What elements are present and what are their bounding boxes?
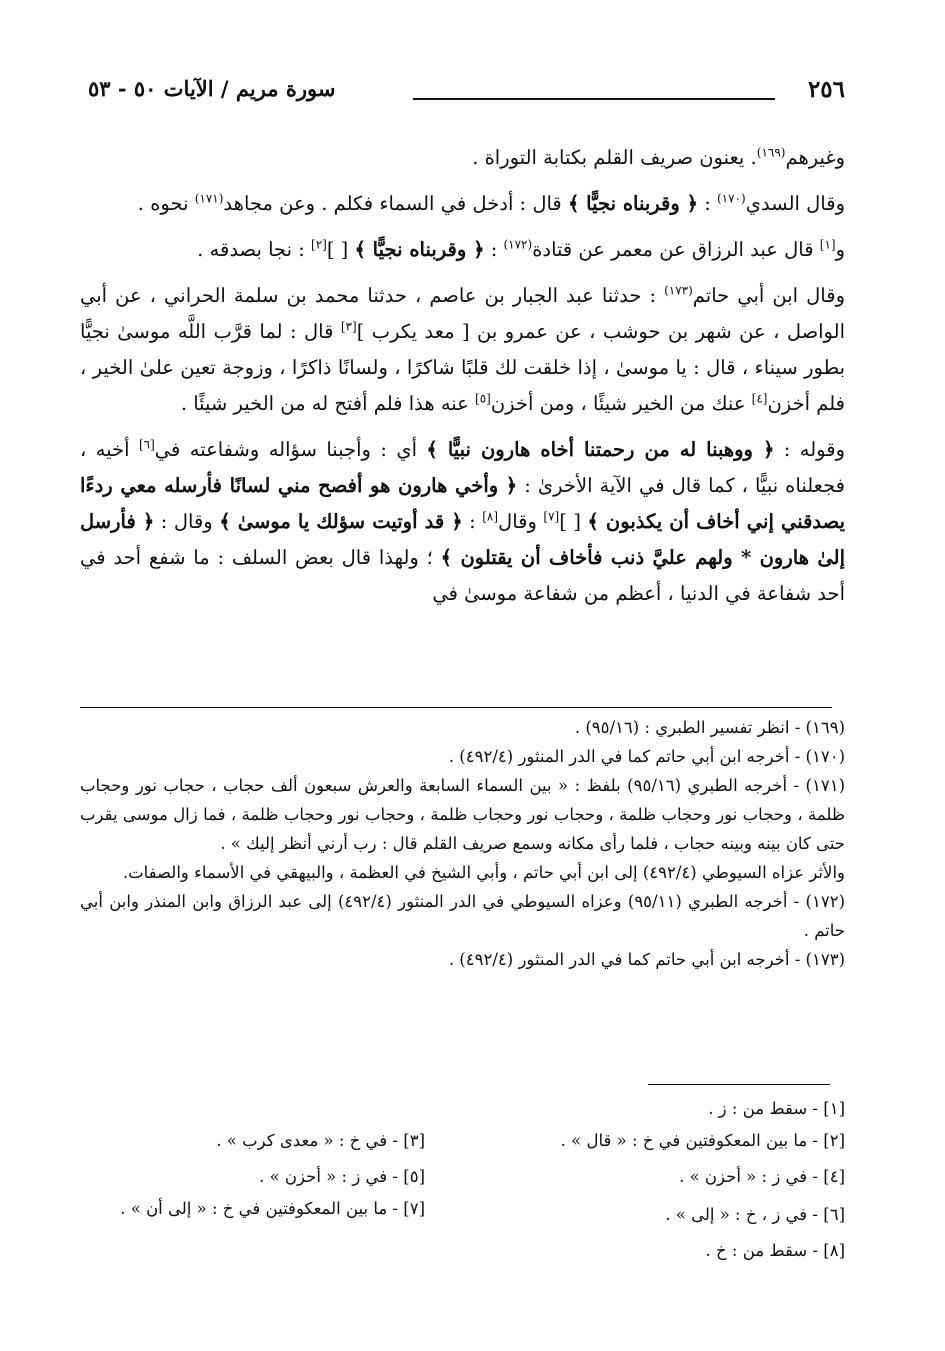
footnote-ref: (١٧٢) <box>503 237 533 252</box>
variant-7: [٧] - ما بين المعكوفتين في خ : « إلى أن » . <box>120 1199 425 1218</box>
paragraph-5 <box>80 432 845 612</box>
footnote-separator <box>80 707 832 708</box>
paragraph-3 <box>80 232 845 268</box>
variant-1: [١] - سقط من : ز . <box>708 1099 845 1118</box>
quran-verse: ﴿ قد أوتيت سؤلك يا موسىٰ ﴾ <box>219 510 463 533</box>
paragraph-2 <box>80 186 845 222</box>
text: : <box>462 510 483 533</box>
variant-ref: [٧] <box>543 509 560 524</box>
variant-2: [٢] - ما بين المعكوفتين في خ : « قال » . <box>560 1131 845 1150</box>
text: [ ] <box>559 510 588 533</box>
footnote-ref: (١٧١) <box>194 191 224 206</box>
footnote-172: (١٧٢) - أخرجه الطبري (٩٥/١١) وعزاه السيوطي في الدر المنثور (٤٩٢/٤) إلى عبد الرزاق وابن المنذر وابن أبي حاتم . <box>80 892 845 940</box>
text: أخيه ، فجعلناه نبيًّا ، كما قال في الآية الأخرىٰ : <box>80 438 845 497</box>
quran-verse: ﴿ وقربناه نجيًّا ﴾ <box>354 238 485 261</box>
footnote-169: (١٦٩) - انظر تفسير الطبري : (٩٥/١٦) . <box>574 718 845 737</box>
page-header <box>88 76 845 110</box>
text: وقال : <box>154 510 220 533</box>
text: قال : أدخل في السماء فكلم . وعن مجاهد <box>223 192 568 215</box>
page-number: ٢٥٦ <box>807 76 845 103</box>
variants-separator <box>648 1084 830 1085</box>
variant-ref: [١] <box>819 237 836 252</box>
variant-ref: [٣] <box>340 319 357 334</box>
text: قال عبد الرزاق عن معمر عن قتادة <box>532 238 820 261</box>
paragraph-1 <box>80 140 845 176</box>
header-rule <box>413 98 775 100</box>
variant-6: [٦] - في ز ، خ : « إلى » . <box>665 1205 845 1224</box>
variant-5: [٥] - في ز : « أحزن » . <box>259 1167 425 1186</box>
text: : حدثنا عبد الجبار بن عاصم ، حدثنا محمد بن سلمة الحراني ، عن أبي الواصل ، عن شهر بن حوشب ، عن عمرو بن [ معد يكرب ] <box>80 284 845 343</box>
quran-verse: ﴿ ووهبنا له من رحمتنا أخاه هارون نبيًّا ﴾ <box>426 438 775 461</box>
quran-verse: ﴿ وأخي هارون هو أفصح مني لسانًا فأرسله معي ردءًا يصدقني إني أخاف أن يكذبون ﴾ <box>80 474 846 533</box>
variant-ref: [٤] <box>751 391 768 406</box>
text: ؛ ولهذا قال بعض السلف : ما شفع أحد في أحد شفاعة في الدنيا ، أعظم من شفاعة موسىٰ في <box>80 546 845 605</box>
footnotes <box>80 713 845 974</box>
text: وغيرهم <box>785 146 845 169</box>
main-text <box>80 140 845 622</box>
text: أي : وأجبنا سؤاله وشفاعته في <box>154 438 427 461</box>
text: [ ] <box>326 238 355 261</box>
quran-verse: ﴿ فأرسل إلىٰ هارون * ولهم عليَّ ذنب فأخاف أن يقتلون ﴾ <box>80 510 845 569</box>
footnote-170: (١٧٠) - أخرجه ابن أبي حاتم كما في الدر المنثور (٤٩٢/٤) . <box>448 747 845 766</box>
paragraph-4 <box>80 278 845 422</box>
footnote-ref: (١٧٠) <box>716 191 746 206</box>
footnote-171: (١٧١) - أخرجه الطبري (٩٥/١٦) بلفظ : « بين السماء السابعة والعرش سبعون ألف حجاب ، حجاب نور وحجاب ظلمة ، وحجاب نور وحجاب ظلمة ، وحجاب نور وحجاب ظلمة ، وحجاب نور وحجاب ظلمة ، فما زال موسى يقرب حتى كان بينه وبينه حجاب ، فلما رأى مكانه وسمع صريف القلم قال : رب أرني أنظر إليك » . <box>80 776 845 853</box>
text: عنك من الخير شيئًا ، ومن أخزن <box>490 392 752 415</box>
variant-4: [٤] - في ز : « أحزن » . <box>679 1167 845 1186</box>
text: عنه هذا فلم أفتح له من الخير شيئًا . <box>180 392 475 415</box>
variant-ref: [٦] <box>138 437 155 452</box>
variant-3: [٣] - في خ : « معدى كرب » . <box>216 1131 425 1150</box>
footnote-171-note: والأثر عزاه السيوطي (٤٩٢/٤) إلى ابن أبي حاتم ، وأبي الشيخ في العظمة ، والبيهقي في الأسماء والصفات. <box>122 863 845 882</box>
text: : <box>484 238 504 261</box>
footnote-ref: (١٦٩) <box>756 145 786 160</box>
manuscript-variants <box>80 1094 845 1274</box>
variant-8: [٨] - سقط من : خ . <box>705 1241 845 1260</box>
text: وقال <box>498 510 544 533</box>
text: : نجا بصدقه . <box>197 238 312 261</box>
text: قال : لما قرَّب اللَّه موسىٰ نجيًّا بطور سيناء ، قال : يا موسىٰ ، إذا خلقت لك قلبًا شاكرًا ، ولسانًا ذاكرًا ، وزوجة تعين علىٰ الخير ، فلم أخزن <box>80 320 845 415</box>
quran-verse: ﴿ وقربناه نجيًّا ﴾ <box>567 192 698 215</box>
text: : <box>698 192 717 215</box>
text: . يعنون صريف القلم بكتابة التوراة . <box>472 146 757 169</box>
text: وقال السدي <box>745 192 845 215</box>
text: وقوله : <box>774 438 845 461</box>
variant-ref: [٨] <box>482 509 499 524</box>
footnote-ref: (١٧٣) <box>664 283 693 298</box>
text: و <box>835 238 845 261</box>
text: نحوه . <box>137 192 195 215</box>
text: وقال ابن أبي حاتم <box>692 284 845 307</box>
variant-ref: [٥] <box>475 391 491 406</box>
footnote-173: (١٧٣) - أخرجه ابن أبي حاتم كما في الدر المنثور (٤٩٢/٤) . <box>448 950 845 969</box>
running-title: سورة مريم / الآيات ٥٠ - ٥٣ <box>88 76 336 101</box>
variant-ref: [٢] <box>311 237 327 252</box>
